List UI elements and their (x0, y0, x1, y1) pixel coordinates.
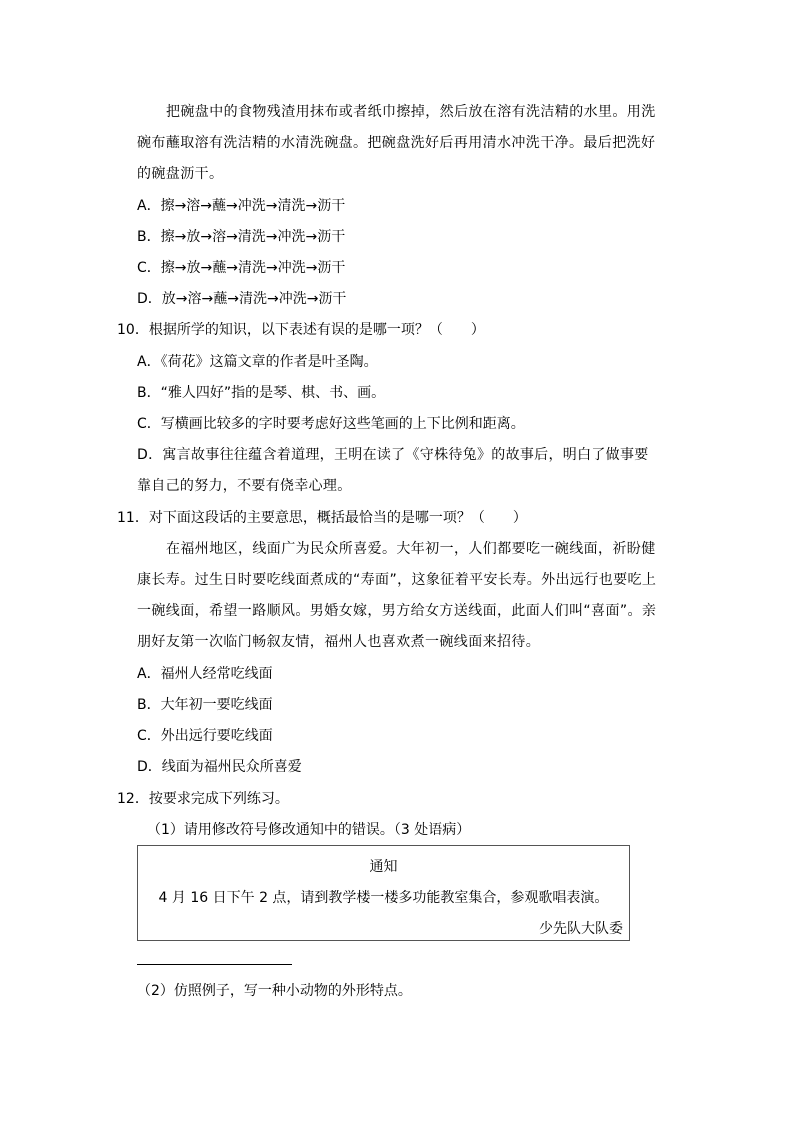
q12-part2: （2）仿照例子，写一种小动物的外形特点。 (137, 983, 412, 999)
q10-option-a: A．《荷花》这篇文章的作者是叶圣陶。 (137, 354, 378, 370)
notice-signature: 少先队大队委 (539, 921, 623, 937)
q11-stem: 11．对下面这段话的主要意思，概括最恰当的是哪一项？（ ） (117, 510, 527, 526)
q10-option-c: C．写横画比较多的字时要考虑好这些笔画的上下比例和距离。 (137, 416, 525, 432)
q11-option-d: D．线面为福州民众所喜爱 (137, 759, 302, 775)
q9-passage: 把碗盘中的食物残渣用抹布或者纸巾擦掉，然后放在溶有洗洁精的水里。用洗碗布蘸取溶有洗洁精的水清洗碗盘。把碗盘洗好后再用清水冲洗干净。最后把洗好的碗盘沥干。 (137, 104, 656, 182)
q11-option-b: B．大年初一要吃线面 (137, 697, 273, 713)
notice-body: 4 月 16 日下午 2 点，请到教学楼一楼多功能教室集合，参观歌唱表演。 (158, 890, 609, 906)
q10-option-b: B．“雅人四好”指的是琴、棋、书、画。 (137, 385, 386, 401)
q11-option-a: A．福州人经常吃线面 (137, 666, 273, 682)
q12-stem: 12．按要求完成下列练习。 (117, 791, 289, 807)
q9-option-b: B．擦→放→溶→清洗→冲洗→沥干 (137, 229, 346, 245)
q11-passage: 在福州地区，线面广为民众所喜爱。大年初一，人们都要吃一碗线面，祈盼健康长寿。过生日时要吃线面煮成的“寿面”，这象征着平安长寿。外出远行也要吃上一碗线面，希望一路顺风。男婚女嫁，男方给女方送线面，此面人们叫“喜面”。亲朋好友第一次临门畅叙友情，福州人也喜欢煮一碗线面来招待。 (137, 541, 657, 650)
notice-title: 通知 (369, 859, 398, 875)
q11-option-c: C．外出远行要吃线面 (137, 728, 273, 744)
q9-option-a: A．擦→溶→蘸→冲洗→清洗→沥干 (137, 198, 346, 214)
q9-option-d: D．放→溶→蘸→清洗→冲洗→沥干 (137, 291, 347, 307)
q10-stem: 10．根据所学的知识，以下表述有误的是哪一项？（ ） (117, 322, 485, 338)
q9-option-c: C．擦→放→蘸→清洗→冲洗→沥干 (137, 260, 346, 276)
q10-option-d: D．寓言故事往往蕴含着道理，王明在读了《守株待兔》的故事后，明白了做事要靠自己的努力，不要有侥幸心理。 (137, 447, 649, 494)
notice-box (137, 845, 630, 941)
q12-part1: （1）请用修改符号修改通知中的错误。（3 处语病） (147, 822, 471, 838)
footnote-divider (137, 964, 292, 965)
